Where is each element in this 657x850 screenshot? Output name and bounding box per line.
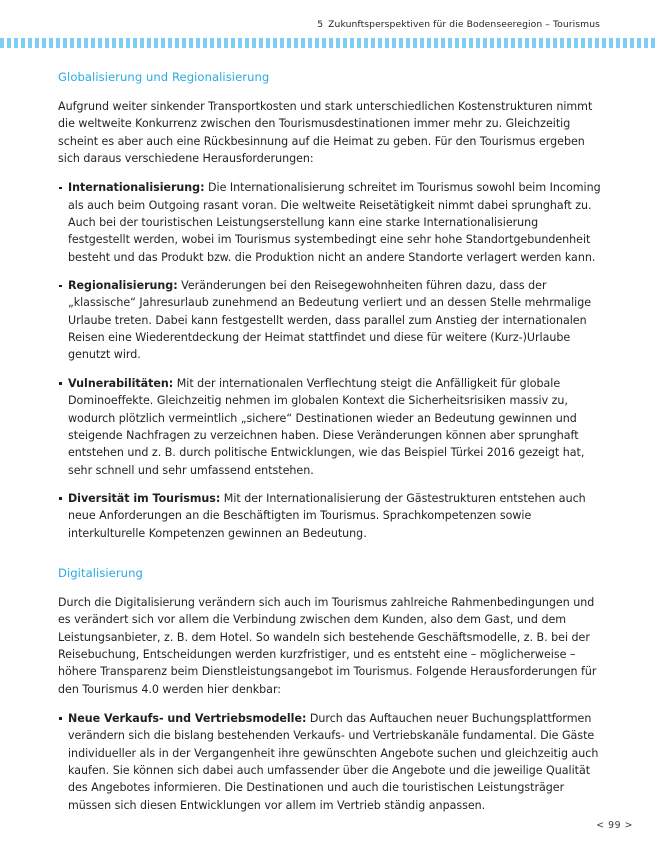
- list-item-lead: Internationalisierung:: [68, 181, 205, 195]
- list-item-lead: Neue Verkaufs- und Vertriebsmodelle:: [68, 711, 307, 725]
- section-intro-paragraph: Aufgrund weiter sinkender Transportkosten und stark unterschiedlichen Kostenstrukturen nimmt die weltweite Konkurrenz zwischen den Tourismusdestinationen immer mehr zu. Gleichzeitig scheint es aber auch eine Rückbesinnung auf die Heimat zu geben. Für den Tourismus ergeben sich daraus verschiedene Herausforderungen:: [58, 100, 593, 166]
- bullet-marker-icon: [59, 187, 62, 190]
- bullet-marker-icon: [59, 497, 62, 500]
- list-item-body: Mit der internationalen Verflechtung steigt die Anfälligkeit für globale Dominoeffekte. Gleichzeitig nehmen im globalen Kontext die Sicherheitsrisiken massiv zu, wodurch plötzlich vermeintlich „sichere“ Destinationen wieder an Bedeutung gewinnen und steigende Nachfragen zu verzeichnen haben. Diese Veränderungen können aber sprunghaft entstehen und z. B. durch politische Entwicklungen, wie das Beispiel Türkei 2016 gezeigt hat, sehr schnell und sehr umfassend entstehen.: [68, 376, 585, 477]
- bullet-marker-icon: [59, 717, 62, 720]
- list-item: [58, 179, 601, 266]
- section-heading: Globalisierung und Regionalisierung: [58, 70, 270, 84]
- bullet-list: [58, 179, 601, 542]
- chapter-title: Zukunftsperspektiven für die Bodenseeregion – Tourismus: [328, 19, 600, 30]
- list-item: [58, 490, 601, 542]
- prev-page-arrow[interactable]: <: [596, 820, 605, 831]
- dashed-rule-divider: [0, 38, 657, 48]
- running-head: [0, 19, 600, 31]
- section-heading: Digitalisierung: [58, 565, 143, 580]
- list-item: [58, 277, 601, 364]
- list-item: [58, 710, 601, 814]
- section-digitalisierung: [58, 566, 601, 814]
- bullet-marker-icon: [59, 285, 62, 288]
- list-item-body: Veränderungen bei den Reisegewohnheiten führen dazu, dass der „klassische“ Jahresurlaub zunehmend an Bedeutung verliert und an dessen Stelle mehrmalige Urlaube treten. Dabei kann festgestellt werden, dass parallel zum Anstieg der internationalen Reisen eine Wiederentdeckung der Heimat stattfindet und diese für weitere (Kurz-)Urlaube genutzt wird.: [68, 279, 592, 362]
- list-item-lead: Diversität im Tourismus:: [68, 491, 221, 505]
- page-folio: [596, 820, 633, 832]
- bullet-list: [58, 710, 601, 814]
- list-item-body: Die Internationalisierung schreitet im Tourismus sowohl beim Incoming als auch beim Outgoing rasant voran. Die weltweite Reisetätigkeit nimmt dabei sprunghaft zu. Auch bei der touristischen Leistungserstellung kann eine starke Internationalisierung festgestellt werden, wobei im Tourismus systembedingt eine sehr hohe Standortgebundenheit besteht und das Produkt bzw. die Produktion nicht an andere Standorte verlagert werden kann.: [68, 181, 601, 264]
- section-intro-paragraph: Durch die Digitalisierung verändern sich auch im Tourismus zahlreiche Rahmenbedingungen und es verändert sich vor allem die Verbindung zwischen dem Kunden, also dem Gast, und dem Leistungsanbieter, z. B. dem Hotel. So wandeln sich bestehende Geschäftsmodelle, z. B. bei der Reisebuchung, Entscheidungen werden kurzfristiger, und es entsteht eine – möglicherweise – höhere Transparenz beim Dienstleistungsangebot im Tourismus. Folgende Herausforderungen für den Tourismus 4.0 werden hier denkbar:: [58, 595, 597, 696]
- chapter-number: 5: [317, 19, 324, 30]
- list-item: [58, 375, 601, 479]
- list-item-lead: Regionalisierung:: [68, 279, 178, 293]
- page-number: 99: [608, 820, 622, 831]
- section-globalisierung: [58, 70, 601, 542]
- bullet-marker-icon: [59, 382, 62, 385]
- list-item-body: Durch das Auftauchen neuer Buchungsplattformen verändern sich die bislang bestehenden Verkaufs- und Vertriebskanäle fundamental. Die Gäste individueller als in der Vergangenheit ihre gewünschten Angebote suchen und gleichzeitig auch kaufen. Sie können sich dabei auch umfassender über die Angebote und die jeweilige Qualität des Angebotes informieren. Die Destinationen und auch die touristischen Leistungsträger müssen sich diesen Entwicklungen vor allem im Vertrieb ständig anpassen.: [68, 711, 599, 812]
- list-item-body: Mit der Internationalisierung der Gästestrukturen entstehen auch neue Anforderungen an die Beschäftigten im Tourismus. Sprachkompetenzen sowie interkulturelle Kompetenzen gewinnen an Bedeutung.: [68, 491, 586, 540]
- text-column: [58, 70, 601, 814]
- list-item-lead: Vulnerabilitäten:: [68, 376, 174, 390]
- next-page-arrow[interactable]: >: [624, 820, 633, 831]
